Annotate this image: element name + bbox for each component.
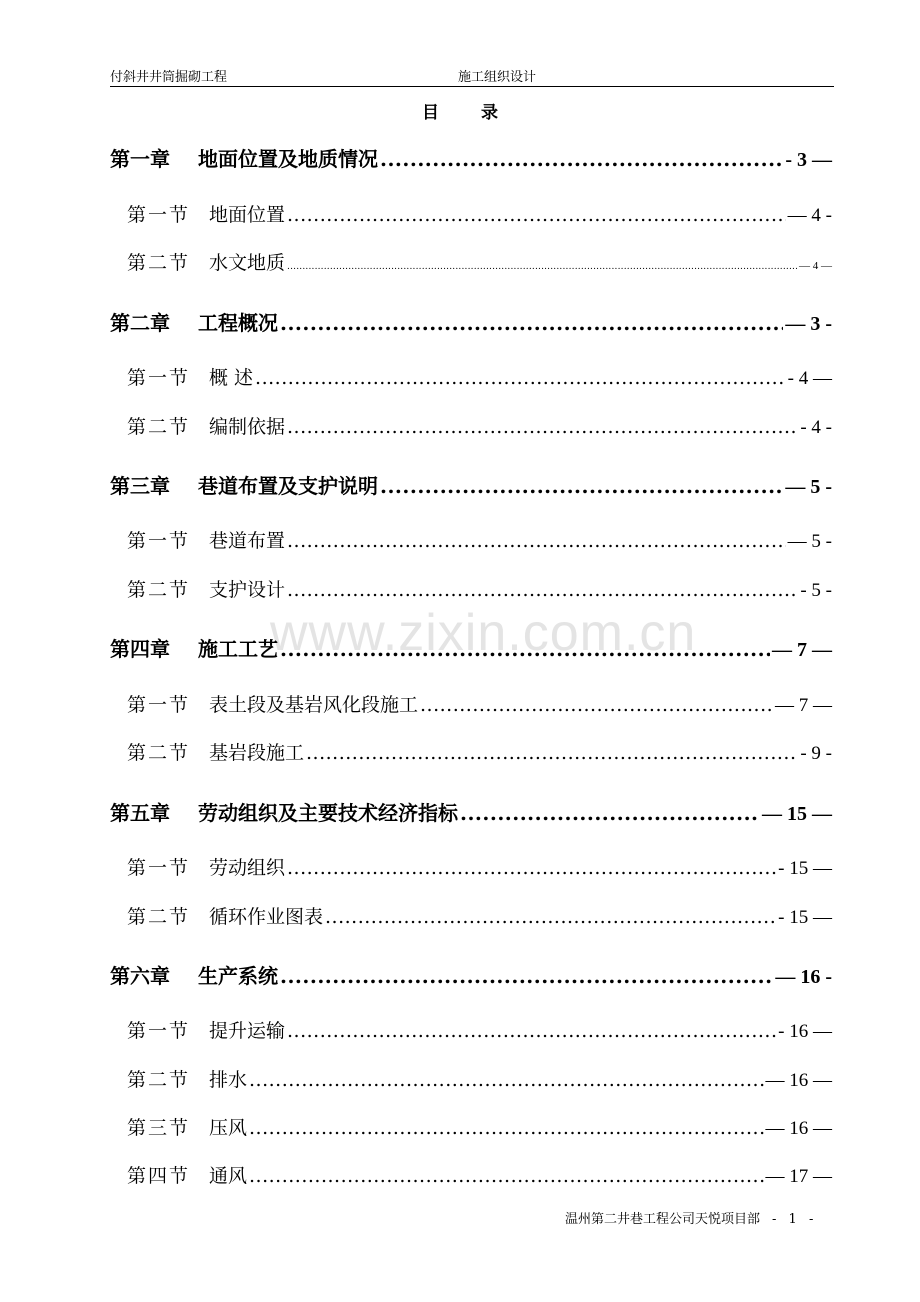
toc-leader-dots — [420, 694, 773, 716]
toc-entry-name: 排水 — [209, 1069, 248, 1091]
toc-entry-page: - 4 - — [800, 417, 832, 438]
toc-entry-name: 巷道布置及支护说明 — [198, 474, 378, 498]
toc-entry-number: 第一节 — [127, 1020, 191, 1042]
toc-section-2-1[interactable] — [127, 363, 832, 390]
toc-entry-page: — 7 — — [772, 639, 832, 661]
toc-leader-dots — [380, 474, 783, 498]
toc-leader-dots — [287, 530, 786, 552]
toc-entry-number: 第二节 — [127, 906, 191, 928]
toc-section-4-1[interactable] — [127, 690, 832, 717]
toc-entry-page: — 17 — — [765, 1166, 832, 1187]
toc-leader-dots — [255, 367, 786, 389]
toc-entry-page: — 7 — — [775, 695, 832, 716]
toc-leader-dots — [280, 964, 773, 988]
toc-leader-dots — [287, 1020, 776, 1042]
toc-entry-number: 第一节 — [127, 367, 191, 389]
toc-entry-number: 第三节 — [127, 1117, 191, 1139]
page-header — [110, 64, 834, 87]
toc-section-5-2[interactable] — [127, 902, 832, 929]
toc-leader-dots — [287, 579, 798, 601]
toc-entry-number: 第二节 — [127, 416, 191, 438]
toc-entry-number: 第二章 — [110, 311, 170, 335]
toc-entry-name: 工程概况 — [198, 311, 278, 335]
toc-leader-dots — [287, 857, 776, 879]
toc-entry-page: - 16 — — [778, 1021, 832, 1042]
toc-leader-dots — [306, 742, 798, 764]
toc-section-3-2[interactable] — [127, 575, 832, 602]
toc-chapter-4[interactable] — [110, 633, 832, 662]
toc-section-6-4[interactable] — [127, 1161, 832, 1188]
toc-entry-number: 第一节 — [127, 857, 191, 879]
toc-chapter-2[interactable] — [110, 307, 832, 336]
toc-entry-page: - 3 — — [785, 149, 832, 171]
toc-leader-dots — [287, 252, 797, 274]
toc-leader-dots — [280, 637, 770, 661]
toc-section-4-2[interactable] — [127, 738, 832, 765]
toc-section-6-3[interactable] — [127, 1113, 832, 1140]
toc-entry-number: 第五章 — [110, 801, 170, 825]
toc-entry-number: 第二节 — [127, 252, 191, 274]
footer-company: 温州第二井巷工程公司天悦项目部 — [565, 1212, 761, 1227]
toc-leader-dots — [325, 906, 776, 928]
toc-section-1-1[interactable] — [127, 200, 832, 227]
toc-entry-name: 水文地质 — [209, 252, 286, 274]
toc-entry-name: 提升运输 — [209, 1020, 286, 1042]
toc-entry-name: 地面位置及地质情况 — [198, 147, 378, 171]
toc-entry-number: 第二节 — [127, 742, 191, 764]
toc-entry-name: 概 述 — [209, 367, 254, 389]
toc-entry-name: 压风 — [209, 1117, 248, 1139]
toc-entry-number: 第四节 — [127, 1165, 191, 1187]
toc-chapter-5[interactable] — [110, 797, 832, 826]
toc-entry-number: 第一节 — [127, 204, 191, 226]
toc-entry-page: — 5 - — [787, 531, 832, 552]
toc-chapter-6[interactable] — [110, 960, 832, 989]
toc-entry-page: - 4 — — [787, 368, 832, 389]
toc-entry-name: 通风 — [209, 1165, 248, 1187]
toc-leader-dots — [280, 311, 783, 335]
toc-leader-dots — [460, 801, 760, 825]
toc-title: 目录 — [422, 103, 540, 123]
toc-entry-page: — 16 — — [765, 1070, 832, 1091]
toc-leader-dots — [380, 147, 783, 171]
toc-entry-name: 循环作业图表 — [209, 906, 324, 928]
toc-entry-number: 第三章 — [110, 474, 170, 498]
toc-section-3-1[interactable] — [127, 526, 832, 553]
toc-entry-number: 第二节 — [127, 1069, 191, 1091]
toc-entry-name: 劳动组织 — [209, 857, 286, 879]
footer-page-number: - 1 - — [772, 1212, 818, 1227]
toc-entry-page: — 4 - — [787, 205, 832, 226]
toc-section-6-2[interactable] — [127, 1065, 832, 1092]
toc-leader-dots — [287, 204, 786, 226]
toc-entry-name: 编制依据 — [209, 416, 286, 438]
toc-entry-number: 第一章 — [110, 147, 170, 171]
toc-entry-page: — 15 — — [762, 803, 832, 825]
toc-chapter-1[interactable] — [110, 143, 832, 172]
toc-entry-page: — 3 - — [785, 313, 832, 335]
page-footer — [565, 1208, 817, 1227]
toc-entry-page: - 5 - — [800, 580, 832, 601]
toc-entry-page: — 5 - — [785, 476, 832, 498]
toc-entry-number: 第二节 — [127, 579, 191, 601]
toc-entry-page: - 15 — — [778, 907, 832, 928]
toc-section-6-1[interactable] — [127, 1016, 832, 1043]
toc-leader-dots — [287, 416, 798, 438]
toc-entry-name: 地面位置 — [209, 204, 286, 226]
toc-entry-name: 表土段及基岩风化段施工 — [209, 694, 419, 716]
toc-entry-number: 第一节 — [127, 694, 191, 716]
toc-entry-number: 第四章 — [110, 637, 170, 661]
toc-entry-page: - 9 - — [800, 743, 832, 764]
toc-entry-name: 支护设计 — [209, 579, 286, 601]
toc-leader-dots — [249, 1069, 763, 1091]
toc-section-5-1[interactable] — [127, 853, 832, 880]
toc-entry-number: 第一节 — [127, 530, 191, 552]
watermark: www.zixin.com.cn — [270, 604, 697, 662]
header-project-name: 付斜井井筒掘砌工程 — [110, 70, 228, 85]
toc-chapter-3[interactable] — [110, 470, 832, 499]
toc-entry-name: 劳动组织及主要技术经济指标 — [198, 801, 458, 825]
toc-entry-name: 巷道布置 — [209, 530, 286, 552]
toc-entry-page: - 15 — — [778, 858, 832, 879]
toc-entry-name: 施工工艺 — [198, 637, 278, 661]
toc-section-2-2[interactable] — [127, 412, 832, 439]
header-document-title: 施工组织设计 — [458, 70, 537, 85]
toc-entry-page: — 4 — — [799, 260, 832, 272]
toc-entry-page: — 16 - — [775, 966, 832, 988]
toc-entry-number: 第六章 — [110, 964, 170, 988]
toc-entry-name: 基岩段施工 — [209, 742, 305, 764]
toc-leader-dots — [249, 1117, 763, 1139]
toc-entry-page: — 16 — — [765, 1118, 832, 1139]
toc-entry-name: 生产系统 — [198, 964, 278, 988]
toc-leader-dots — [249, 1165, 763, 1187]
toc-section-1-2[interactable] — [127, 248, 832, 275]
